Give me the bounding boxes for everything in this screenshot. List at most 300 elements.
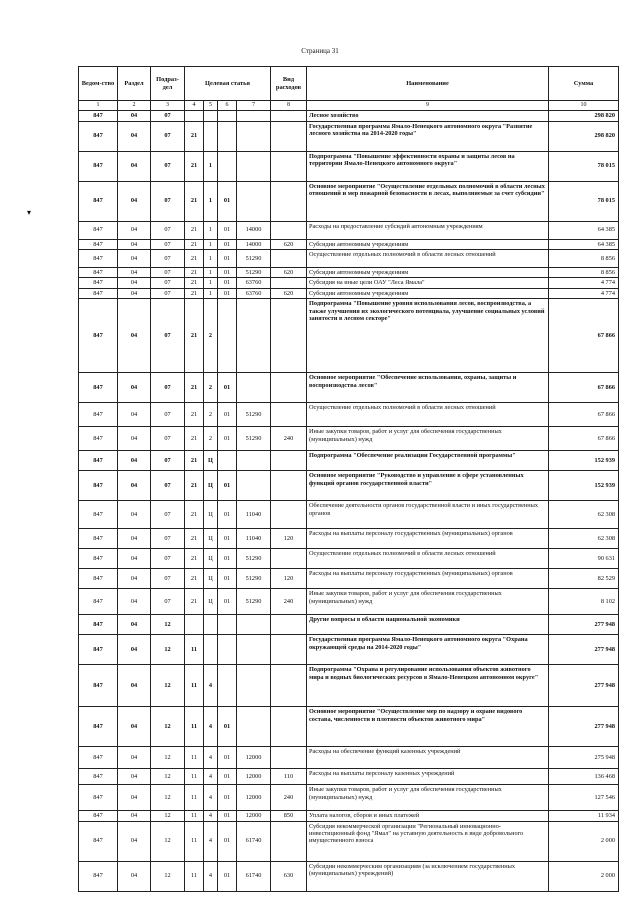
podrazdel-cell: 07 [151, 471, 185, 501]
table-row [79, 635, 619, 665]
sum-cell: 82 529 [549, 569, 619, 589]
cs2-cell [204, 635, 218, 665]
name-cell: Осуществление отдельных полномочий в области лесных отношений [307, 549, 549, 569]
cs2-cell: 1 [204, 288, 218, 298]
vedomstvo-cell: 847 [79, 427, 118, 451]
cs3-cell: 01 [218, 785, 237, 811]
vid-cell [271, 821, 307, 861]
vid-cell [271, 707, 307, 747]
vedomstvo-cell: 847 [79, 811, 118, 821]
razdel-cell: 04 [118, 821, 151, 861]
cs3-cell [218, 635, 237, 665]
cs3-cell: 01 [218, 529, 237, 549]
table-row [79, 665, 619, 707]
col-header-razdel: Раздел [118, 67, 151, 101]
cs3-cell [218, 121, 237, 151]
razdel-cell: 04 [118, 665, 151, 707]
vid-cell: 850 [271, 811, 307, 821]
razdel-cell: 04 [118, 288, 151, 298]
sum-cell: 78 015 [549, 151, 619, 181]
cs2-cell: Ц [204, 589, 218, 615]
table-row [79, 769, 619, 785]
podrazdel-cell: 07 [151, 529, 185, 549]
cs2-cell: Ц [204, 569, 218, 589]
vid-cell [271, 501, 307, 529]
cs3-cell: 01 [218, 471, 237, 501]
podrazdel-cell: 07 [151, 569, 185, 589]
sum-cell: 64 385 [549, 239, 619, 249]
vedomstvo-cell: 847 [79, 278, 118, 288]
razdel-cell: 04 [118, 181, 151, 221]
cs3-cell: 01 [218, 249, 237, 267]
table-row [79, 615, 619, 635]
index-cell: 7 [237, 101, 271, 111]
table-row [79, 549, 619, 569]
sum-cell: 67 866 [549, 403, 619, 427]
table-row [79, 501, 619, 529]
cs4-cell [237, 707, 271, 747]
vedomstvo-cell: 847 [79, 249, 118, 267]
cs3-cell: 01 [218, 288, 237, 298]
cs3-cell: 01 [218, 707, 237, 747]
name-cell: Подпрограмма "Обеспечение реализации Государственной программы" [307, 451, 549, 471]
sum-cell: 4 774 [549, 288, 619, 298]
vid-cell [271, 615, 307, 635]
vid-cell: 240 [271, 589, 307, 615]
podrazdel-cell: 07 [151, 451, 185, 471]
cs2-cell: 1 [204, 221, 218, 239]
sum-cell: 275 948 [549, 747, 619, 769]
vedomstvo-cell: 847 [79, 635, 118, 665]
table-row [79, 471, 619, 501]
cs1-cell: 21 [185, 549, 204, 569]
cs2-cell: Ц [204, 529, 218, 549]
cs1-cell: 21 [185, 529, 204, 549]
name-cell: Расходы на предоставление субсидий автономным учреждениям [307, 221, 549, 239]
razdel-cell: 04 [118, 747, 151, 769]
index-cell: 8 [271, 101, 307, 111]
name-cell: Другие вопросы в области национальной экономики [307, 615, 549, 635]
cs3-cell: 01 [218, 403, 237, 427]
cs3-cell: 01 [218, 501, 237, 529]
cs1-cell: 11 [185, 769, 204, 785]
cs2-cell: 2 [204, 403, 218, 427]
sum-cell: 64 385 [549, 221, 619, 239]
table-row [79, 121, 619, 151]
sum-cell: 8 856 [549, 267, 619, 277]
cs3-cell: 01 [218, 181, 237, 221]
cs1-cell: 21 [185, 299, 204, 373]
cs1-cell: 21 [185, 151, 204, 181]
budget-table [78, 66, 619, 892]
table-row [79, 785, 619, 811]
vedomstvo-cell: 847 [79, 111, 118, 121]
vedomstvo-cell: 847 [79, 288, 118, 298]
sum-cell: 277 948 [549, 635, 619, 665]
cs2-cell [204, 615, 218, 635]
sum-cell: 67 866 [549, 427, 619, 451]
index-row [79, 101, 619, 111]
cs2-cell: 4 [204, 811, 218, 821]
vedomstvo-cell: 847 [79, 861, 118, 891]
cs4-cell [237, 635, 271, 665]
name-cell: Лесное хозяйство [307, 111, 549, 121]
razdel-cell: 04 [118, 121, 151, 151]
table-row [79, 427, 619, 451]
table-row [79, 589, 619, 615]
vedomstvo-cell: 847 [79, 549, 118, 569]
col-header-celevaya-statya: Целевая статья [185, 67, 271, 101]
podrazdel-cell: 07 [151, 267, 185, 277]
cs1-cell: 21 [185, 569, 204, 589]
cs2-cell: 1 [204, 239, 218, 249]
cs2-cell: 2 [204, 373, 218, 403]
razdel-cell: 04 [118, 151, 151, 181]
margin-mark: ▾ [27, 208, 32, 217]
cs4-cell [237, 111, 271, 121]
name-cell: Субсидии автономным учреждениям [307, 239, 549, 249]
vid-cell [271, 635, 307, 665]
cs2-cell: Ц [204, 501, 218, 529]
vid-cell [271, 221, 307, 239]
vedomstvo-cell: 847 [79, 529, 118, 549]
sum-cell: 127 546 [549, 785, 619, 811]
vedomstvo-cell: 847 [79, 181, 118, 221]
name-cell: Основное мероприятие "Руководство и управление в сфере установленных функций органов государственной власти" [307, 471, 549, 501]
name-cell: Субсидия некоммерческой организации "Региональный инновационно-инвестиционный фонд "Ямал" на уставную деятельность в виде добровольного имущественного взноса [307, 821, 549, 861]
razdel-cell: 04 [118, 239, 151, 249]
index-cell: 9 [307, 101, 549, 111]
cs4-cell [237, 451, 271, 471]
name-cell: Подпрограмма "Охрана и регулирование использования объектов животного мира и водных биологических ресурсов в Ямало-Ненецком автономном округе" [307, 665, 549, 707]
cs1-cell: 21 [185, 288, 204, 298]
vid-cell [271, 151, 307, 181]
podrazdel-cell: 07 [151, 121, 185, 151]
vedomstvo-cell: 847 [79, 403, 118, 427]
cs3-cell [218, 299, 237, 373]
razdel-cell: 04 [118, 451, 151, 471]
cs4-cell [237, 665, 271, 707]
cs1-cell: 21 [185, 181, 204, 221]
sum-cell: 8 102 [549, 589, 619, 615]
cs4-cell: 12000 [237, 785, 271, 811]
name-cell: Государственная программа Ямало-Ненецкого автономного округа "Охрана окружающей среды на 2014-2020 годы" [307, 635, 549, 665]
razdel-cell: 04 [118, 427, 151, 451]
vid-cell: 630 [271, 861, 307, 891]
cs2-cell: 1 [204, 181, 218, 221]
cs3-cell [218, 111, 237, 121]
index-cell: 6 [218, 101, 237, 111]
cs4-cell: 61740 [237, 861, 271, 891]
cs1-cell: 21 [185, 373, 204, 403]
col-header-summa: Сумма [549, 67, 619, 101]
sum-cell: 8 856 [549, 249, 619, 267]
podrazdel-cell: 07 [151, 403, 185, 427]
cs4-cell: 11040 [237, 529, 271, 549]
cs4-cell: 63760 [237, 288, 271, 298]
cs2-cell: Ц [204, 451, 218, 471]
cs4-cell: 14000 [237, 221, 271, 239]
cs1-cell: 21 [185, 121, 204, 151]
cs2-cell: 4 [204, 785, 218, 811]
sum-cell: 2 000 [549, 861, 619, 891]
name-cell: Расходы на выплаты персоналу государственных (муниципальных) органов [307, 529, 549, 549]
vedomstvo-cell: 847 [79, 299, 118, 373]
razdel-cell: 04 [118, 707, 151, 747]
razdel-cell: 04 [118, 278, 151, 288]
name-cell: Основное мероприятие "Осуществление мер по надзору и охране видового состава, численности и плотности объектов животного мира" [307, 707, 549, 747]
cs2-cell: 4 [204, 707, 218, 747]
vid-cell: 620 [271, 288, 307, 298]
cs3-cell: 01 [218, 861, 237, 891]
cs1-cell: 21 [185, 239, 204, 249]
sum-cell: 277 948 [549, 707, 619, 747]
cs4-cell: 11040 [237, 501, 271, 529]
name-cell: Расходы на выплаты персоналу государственных (муниципальных) органов [307, 569, 549, 589]
vid-cell [271, 451, 307, 471]
name-cell: Подпрограмма "Повышение уровня использования лесов, воспроизводства, а также улучшения их экологического потенциала, улучшение социальных условий занятости в лесном секторе" [307, 299, 549, 373]
cs2-cell: 4 [204, 665, 218, 707]
cs3-cell [218, 615, 237, 635]
cs3-cell: 01 [218, 373, 237, 403]
cs1-cell: 11 [185, 635, 204, 665]
podrazdel-cell: 07 [151, 151, 185, 181]
cs3-cell: 01 [218, 821, 237, 861]
cs2-cell: 1 [204, 151, 218, 181]
vedomstvo-cell: 847 [79, 569, 118, 589]
table-row [79, 151, 619, 181]
cs1-cell: 21 [185, 403, 204, 427]
podrazdel-cell: 12 [151, 785, 185, 811]
sum-cell: 298 820 [549, 111, 619, 121]
vedomstvo-cell: 847 [79, 707, 118, 747]
table-row [79, 299, 619, 373]
sum-cell: 62 308 [549, 529, 619, 549]
name-cell: Основное мероприятие "Осуществление отдельных полномочий в области лесных отношений и мер пожарной безопасности в лесах, выполняемые за счет субсидии" [307, 181, 549, 221]
podrazdel-cell: 12 [151, 707, 185, 747]
razdel-cell: 04 [118, 785, 151, 811]
cs1-cell: 21 [185, 501, 204, 529]
cs1-cell: 11 [185, 811, 204, 821]
cs2-cell: 4 [204, 769, 218, 785]
cs3-cell: 01 [218, 549, 237, 569]
cs4-cell: 12000 [237, 747, 271, 769]
cs4-cell: 61740 [237, 821, 271, 861]
cs2-cell: 1 [204, 278, 218, 288]
sum-cell: 277 948 [549, 615, 619, 635]
razdel-cell: 04 [118, 635, 151, 665]
cs1-cell: 21 [185, 451, 204, 471]
sum-cell: 11 934 [549, 811, 619, 821]
name-cell: Обеспечение деятельности органов государственной власти и иных государственных органов [307, 501, 549, 529]
podrazdel-cell: 07 [151, 288, 185, 298]
index-cell: 1 [79, 101, 118, 111]
podrazdel-cell: 12 [151, 811, 185, 821]
cs4-cell: 51290 [237, 549, 271, 569]
table-row [79, 267, 619, 277]
cs3-cell: 01 [218, 278, 237, 288]
razdel-cell: 04 [118, 589, 151, 615]
podrazdel-cell: 12 [151, 615, 185, 635]
vedomstvo-cell: 847 [79, 471, 118, 501]
vid-cell [271, 121, 307, 151]
table-row [79, 278, 619, 288]
sum-cell: 90 631 [549, 549, 619, 569]
vedomstvo-cell: 847 [79, 821, 118, 861]
podrazdel-cell: 07 [151, 501, 185, 529]
cs1-cell [185, 111, 204, 121]
razdel-cell: 04 [118, 501, 151, 529]
vid-cell: 110 [271, 769, 307, 785]
vid-cell: 120 [271, 569, 307, 589]
col-header-naimenovanie: Наименование [307, 67, 549, 101]
vedomstvo-cell: 847 [79, 121, 118, 151]
cs1-cell [185, 615, 204, 635]
table-row [79, 181, 619, 221]
name-cell: Субсидии автономным учреждениям [307, 288, 549, 298]
table-row [79, 288, 619, 298]
vedomstvo-cell: 847 [79, 785, 118, 811]
vedomstvo-cell: 847 [79, 239, 118, 249]
razdel-cell: 04 [118, 267, 151, 277]
cs2-cell [204, 111, 218, 121]
cs4-cell: 12000 [237, 769, 271, 785]
cs2-cell: 1 [204, 267, 218, 277]
razdel-cell: 04 [118, 569, 151, 589]
name-cell: Государственная программа Ямало-Ненецкого автономного округа "Развитие лесного хозяйства на 2014-2020 годы" [307, 121, 549, 151]
cs2-cell: 1 [204, 249, 218, 267]
cs1-cell: 21 [185, 589, 204, 615]
podrazdel-cell: 07 [151, 111, 185, 121]
vedomstvo-cell: 847 [79, 451, 118, 471]
razdel-cell: 04 [118, 769, 151, 785]
podrazdel-cell: 07 [151, 221, 185, 239]
cs2-cell: 2 [204, 427, 218, 451]
cs4-cell: 51290 [237, 403, 271, 427]
sum-cell: 152 939 [549, 451, 619, 471]
cs4-cell: 51290 [237, 427, 271, 451]
cs1-cell: 21 [185, 278, 204, 288]
podrazdel-cell: 12 [151, 821, 185, 861]
cs3-cell [218, 451, 237, 471]
vid-cell [271, 111, 307, 121]
vedomstvo-cell: 847 [79, 769, 118, 785]
vid-cell [271, 181, 307, 221]
cs1-cell: 11 [185, 821, 204, 861]
cs3-cell: 01 [218, 267, 237, 277]
page-number-label: Страница 31 [301, 47, 339, 55]
col-header-podrazdel: Подраз-дел [151, 67, 185, 101]
cs1-cell: 11 [185, 785, 204, 811]
razdel-cell: 04 [118, 861, 151, 891]
vid-cell [271, 471, 307, 501]
vid-cell [271, 403, 307, 427]
cs4-cell: 51290 [237, 589, 271, 615]
cs2-cell: 2 [204, 299, 218, 373]
cs3-cell: 01 [218, 221, 237, 239]
vedomstvo-cell: 847 [79, 665, 118, 707]
vid-cell [271, 747, 307, 769]
cs1-cell: 21 [185, 427, 204, 451]
cs4-cell: 63760 [237, 278, 271, 288]
vid-cell [271, 549, 307, 569]
name-cell: Субсидия на иные цели ОАУ "Леса Ямала" [307, 278, 549, 288]
table-row [79, 821, 619, 861]
cs4-cell [237, 471, 271, 501]
razdel-cell: 04 [118, 471, 151, 501]
table-row [79, 239, 619, 249]
vid-cell [271, 278, 307, 288]
cs1-cell: 21 [185, 267, 204, 277]
cs3-cell: 01 [218, 569, 237, 589]
cs4-cell [237, 121, 271, 151]
name-cell: Расходы на обеспечение функций казенных учреждений [307, 747, 549, 769]
sum-cell: 78 015 [549, 181, 619, 221]
vedomstvo-cell: 847 [79, 747, 118, 769]
podrazdel-cell: 07 [151, 278, 185, 288]
table-body [79, 111, 619, 892]
podrazdel-cell: 07 [151, 249, 185, 267]
podrazdel-cell: 12 [151, 861, 185, 891]
index-cell: 5 [204, 101, 218, 111]
razdel-cell: 04 [118, 111, 151, 121]
table-row [79, 221, 619, 239]
cs4-cell: 51290 [237, 569, 271, 589]
vid-cell: 240 [271, 785, 307, 811]
cs4-cell: 51290 [237, 267, 271, 277]
sum-cell: 2 000 [549, 821, 619, 861]
cs1-cell: 11 [185, 747, 204, 769]
table-row [79, 747, 619, 769]
podrazdel-cell: 07 [151, 549, 185, 569]
razdel-cell: 04 [118, 529, 151, 549]
podrazdel-cell: 07 [151, 299, 185, 373]
cs2-cell: 4 [204, 747, 218, 769]
cs3-cell [218, 151, 237, 181]
name-cell: Субсидии некоммерческим организациям (за исключением государственных (муниципальных) учреждений) [307, 861, 549, 891]
podrazdel-cell: 07 [151, 589, 185, 615]
table-row [79, 403, 619, 427]
cs2-cell: Ц [204, 549, 218, 569]
vedomstvo-cell: 847 [79, 589, 118, 615]
name-cell: Подпрограмма "Повышение эффективности охраны и защиты лесов на территории Ямало-Ненецкого автономного округа" [307, 151, 549, 181]
table-row [79, 249, 619, 267]
cs3-cell: 01 [218, 427, 237, 451]
cs1-cell: 21 [185, 249, 204, 267]
vedomstvo-cell: 847 [79, 501, 118, 529]
podrazdel-cell: 07 [151, 427, 185, 451]
cs3-cell: 01 [218, 811, 237, 821]
name-cell: Иные закупки товаров, работ и услуг для обеспечения государственных (муниципальных) нужд [307, 589, 549, 615]
header-row [79, 67, 619, 101]
cs3-cell: 01 [218, 589, 237, 615]
cs4-cell [237, 181, 271, 221]
cs4-cell [237, 299, 271, 373]
cs3-cell [218, 665, 237, 707]
cs1-cell: 11 [185, 665, 204, 707]
cs3-cell: 01 [218, 769, 237, 785]
vid-cell: 620 [271, 267, 307, 277]
table-row [79, 861, 619, 891]
vedomstvo-cell: 847 [79, 151, 118, 181]
index-cell: 2 [118, 101, 151, 111]
razdel-cell: 04 [118, 615, 151, 635]
razdel-cell: 04 [118, 373, 151, 403]
podrazdel-cell: 07 [151, 239, 185, 249]
cs2-cell: Ц [204, 471, 218, 501]
cs1-cell: 21 [185, 471, 204, 501]
podrazdel-cell: 12 [151, 769, 185, 785]
